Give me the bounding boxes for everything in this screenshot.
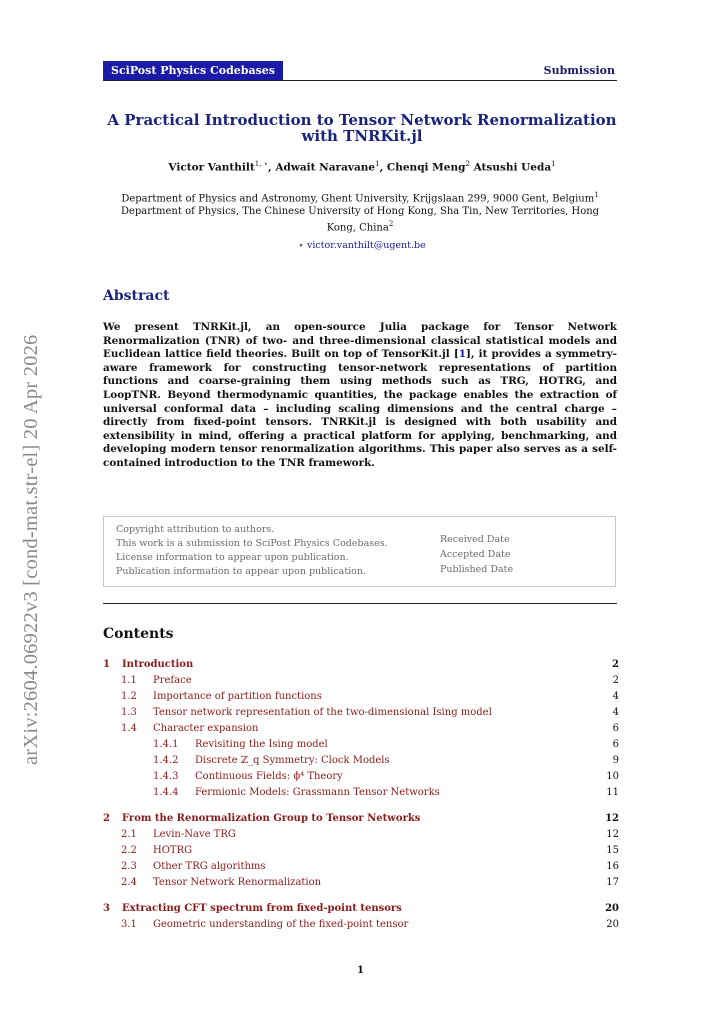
author-affiliation-mark: 2 <box>465 160 470 168</box>
toc-link[interactable]: Revisiting the Ising model <box>195 739 328 750</box>
toc-number: 1.4.4 <box>153 787 179 798</box>
toc-subsubsection[interactable] <box>103 769 619 785</box>
affiliation-line: Department of Physics, The Chinese University of Hong Kong, Sha Tin, New Territories, Hong <box>120 206 600 218</box>
info-line: License information to appear upon publication. <box>116 552 349 563</box>
table-of-contents <box>103 657 619 933</box>
arxiv-identifier: arXiv:2604.06922v3 [cond-mat.str-el] 20 Apr 2026 <box>20 334 42 765</box>
toc-link[interactable]: HOTRG <box>153 845 193 856</box>
dates-info <box>440 532 513 577</box>
author-affiliation-mark: 1, ⋆ <box>254 160 269 168</box>
toc-subsection[interactable] <box>103 843 619 859</box>
toc-page-number: 4 <box>612 707 619 718</box>
author-name: Victor Vanthilt <box>168 161 255 174</box>
journal-badge: SciPost Physics Codebases <box>103 61 283 81</box>
toc-link[interactable]: From the Renormalization Group to Tensor Networks <box>122 813 421 824</box>
toc-link[interactable]: Introduction <box>122 659 194 670</box>
author-name: Chenqi Meng <box>386 161 466 174</box>
toc-subsection[interactable] <box>103 721 619 737</box>
author-name: Adwait Naravane <box>275 161 376 174</box>
toc-subsubsection[interactable] <box>103 737 619 753</box>
toc-number: 1.4.3 <box>153 771 179 782</box>
toc-page-number: 12 <box>606 829 619 840</box>
toc-section[interactable] <box>103 901 619 917</box>
toc-link[interactable]: Extracting CFT spectrum from fixed-point tensors <box>122 903 402 914</box>
toc-number: 3.1 <box>121 919 137 930</box>
toc-link[interactable]: Discrete ℤ_q Symmetry: Clock Models <box>195 755 390 766</box>
toc-link[interactable]: Character expansion <box>153 723 259 734</box>
corresponding-star-icon: ⋆ <box>298 241 304 251</box>
toc-number: 1.2 <box>121 691 137 702</box>
toc-page-number: 16 <box>606 861 619 872</box>
contents-heading: Contents <box>103 626 174 642</box>
toc-subsection[interactable] <box>103 917 619 933</box>
toc-link[interactable]: Importance of partition functions <box>153 691 322 702</box>
toc-number: 2 <box>103 813 110 824</box>
accepted-date: Accepted Date <box>440 549 511 560</box>
info-line: Copyright attribution to authors. <box>116 524 275 535</box>
affiliation-line: Department of Physics and Astronomy, Ghent University, Krijgslaan 299, 9000 Gent, Belgium$^1$ <box>121 191 599 205</box>
toc-page-number: 17 <box>606 877 619 888</box>
toc-gap <box>103 891 619 901</box>
toc-link[interactable]: Other TRG algorithms <box>153 861 266 872</box>
toc-page-number: 6 <box>612 739 619 750</box>
toc-link[interactable]: Tensor Network Renormalization <box>153 877 322 888</box>
toc-page-number: 2 <box>612 659 619 670</box>
toc-page-number: 10 <box>606 771 619 782</box>
toc-number: 1.4.2 <box>153 755 179 766</box>
toc-number: 2.4 <box>121 877 137 888</box>
toc-subsection[interactable] <box>103 705 619 721</box>
toc-number: 2.1 <box>121 829 137 840</box>
toc-page-number: 11 <box>606 787 619 798</box>
submission-label: Submission <box>543 64 615 77</box>
toc-page-number: 12 <box>605 813 619 824</box>
toc-number: 1 <box>103 659 110 670</box>
author-name: Atsushi Ueda <box>473 161 552 174</box>
toc-number: 2.2 <box>121 845 137 856</box>
toc-page-number: 9 <box>612 755 619 766</box>
toc-link[interactable]: Tensor network representation of the two-dimensional Ising model <box>153 707 492 718</box>
page-number: 1 <box>357 965 364 976</box>
info-line: Publication information to appear upon publication. <box>116 566 367 577</box>
toc-subsection[interactable] <box>103 875 619 891</box>
corresponding-email <box>103 240 621 251</box>
toc-page-number: 20 <box>605 903 619 914</box>
toc-number: 1.4 <box>121 723 137 734</box>
toc-section[interactable] <box>103 811 619 827</box>
toc-link[interactable]: Fermionic Models: Grassmann Tensor Networks <box>195 787 440 798</box>
toc-page-number: 6 <box>612 723 619 734</box>
toc-link[interactable]: Continuous Fields: ϕ⁴ Theory <box>195 771 343 782</box>
affiliations <box>100 189 620 235</box>
toc-subsubsection[interactable] <box>103 753 619 769</box>
citation-link[interactable]: 1 <box>458 348 466 361</box>
toc-subsection[interactable] <box>103 827 619 843</box>
toc-subsection[interactable] <box>103 689 619 705</box>
toc-gap <box>103 801 619 811</box>
toc-number: 2.3 <box>121 861 137 872</box>
toc-number: 1.1 <box>121 675 137 686</box>
affiliation-line: Kong, China$^2$ <box>326 220 394 234</box>
toc-number: 1.4.1 <box>153 739 179 750</box>
license-info <box>116 523 388 579</box>
toc-subsection[interactable] <box>103 859 619 875</box>
author-list: Victor Vanthilt$^{1, ⋆}$, Adwait Naravane$^1$, Chenqi Meng$^2$ Atsushi Ueda$^1$ <box>168 160 556 174</box>
abstract-text: We present TNRKit.jl, an open-source Julia package for Tensor Network Renormalization (TNR) of two- and three-dimensional classical statistical models and Euclidean lattice field theories. Built on top of TensorKit.jl [1], it provides a symmetry-aware framework for constructing tensor-network representations of partition functions and coarse-graining them using methods such as TRG, HOTRG, and LoopTNR. Beyond thermodynamic quantities, the package enables the extraction of universal conformal data – including scaling dimensions and the central charge – directly from fixed-point tensors. TNRKit.jl is designed with both usability and extensibility in mind, offering a practical platform for applying, benchmarking, and developing modern tensor renormalization algorithms. This paper also serves as a self-contained introduction to the TNR framework. <box>103 321 617 469</box>
publication-info-box <box>103 516 616 587</box>
title-line-1: A Practical Introduction to Tensor Network Renormalization <box>107 111 617 129</box>
toc-section[interactable] <box>103 657 619 673</box>
toc-subsubsection[interactable] <box>103 785 619 801</box>
toc-link[interactable]: Preface <box>153 675 192 686</box>
email-link[interactable]: victor.vanthilt@ugent.be <box>306 240 426 251</box>
paper-title <box>103 112 621 144</box>
toc-page-number: 2 <box>612 675 619 686</box>
toc-number: 1.3 <box>121 707 137 718</box>
toc-page-number: 15 <box>606 845 619 856</box>
toc-page-number: 20 <box>606 919 619 930</box>
author-affiliation-mark: 1 <box>551 160 556 168</box>
toc-link[interactable]: Levin-Nave TRG <box>153 829 236 840</box>
published-date: Published Date <box>440 564 514 575</box>
page-header <box>103 61 617 81</box>
author-affiliation-mark: 1 <box>375 160 380 168</box>
abstract-heading: Abstract <box>103 288 170 304</box>
title-line-2: with TNRKit.jl <box>301 127 423 145</box>
toc-subsection[interactable] <box>103 673 619 689</box>
toc-page-number: 4 <box>612 691 619 702</box>
toc-number: 3 <box>103 903 110 914</box>
received-date: Received Date <box>440 534 510 545</box>
header-rule <box>103 80 617 81</box>
info-line: This work is a submission to SciPost Physics Codebases. <box>116 538 388 549</box>
section-divider <box>103 603 617 604</box>
toc-link[interactable]: Geometric understanding of the fixed-point tensor <box>153 919 409 930</box>
